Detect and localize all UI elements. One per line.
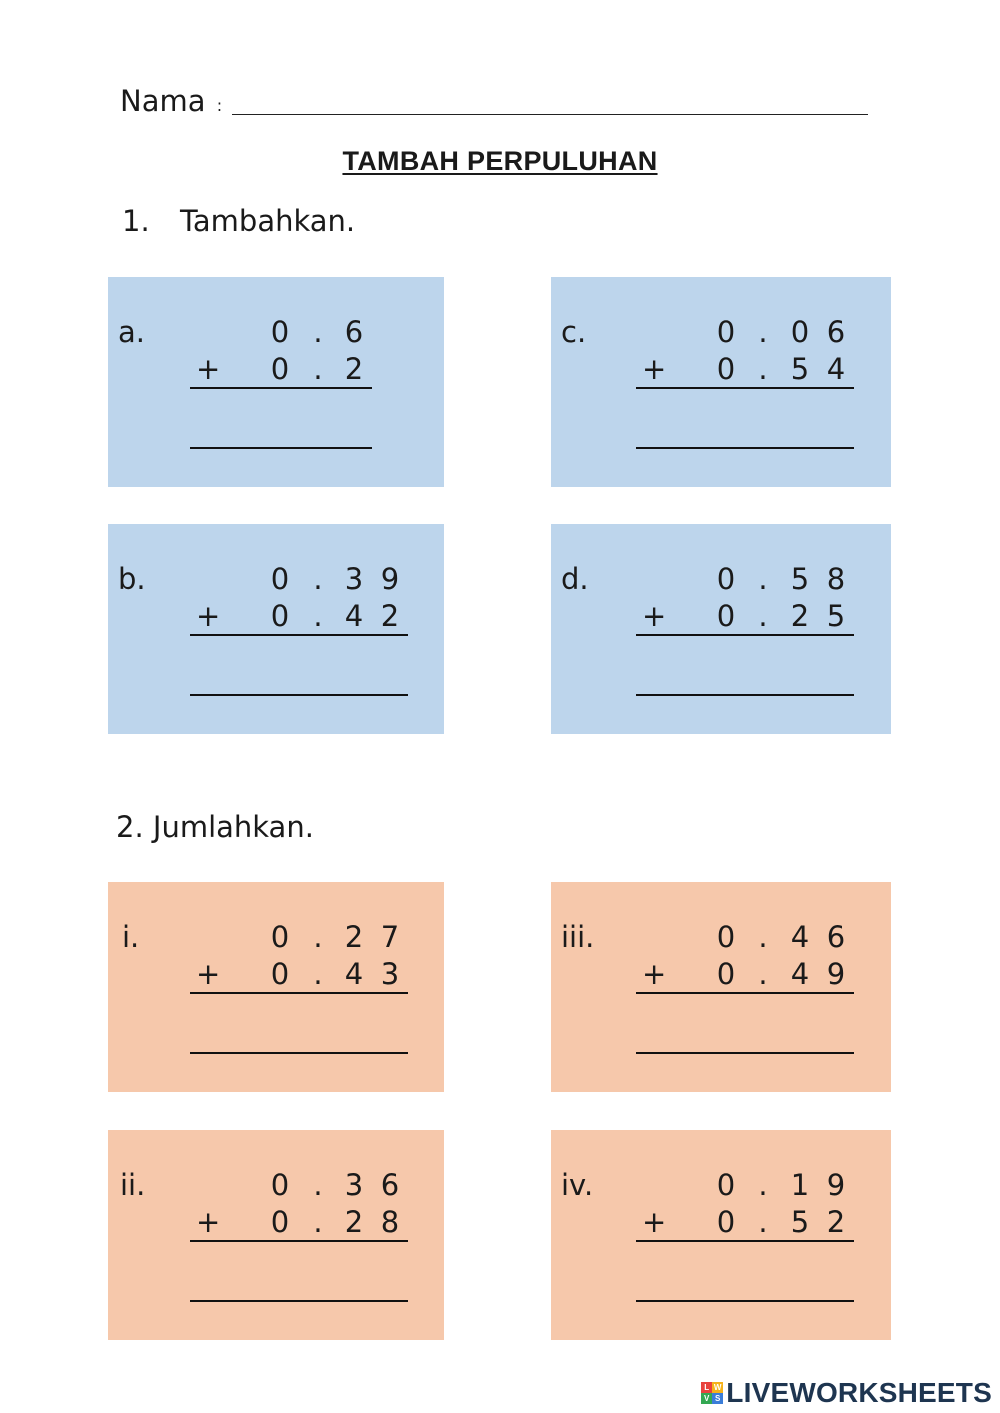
problem-label: iv.	[561, 1168, 594, 1202]
digit: 2	[380, 599, 400, 633]
logo-cell: V	[701, 1393, 712, 1404]
bottom-number	[551, 599, 891, 635]
digit: 0	[270, 315, 290, 349]
digit: 0	[270, 1205, 290, 1239]
digit: 1	[790, 1168, 810, 1202]
liveworksheets-watermark	[701, 1377, 992, 1409]
problem-label: iii.	[561, 920, 595, 954]
decimal-point: .	[758, 599, 768, 633]
digit: 0	[716, 1168, 736, 1202]
section-1-heading	[122, 204, 355, 238]
digit: 2	[344, 920, 364, 954]
name-label	[120, 84, 222, 118]
decimal-point: .	[313, 1168, 323, 1202]
sum-line	[636, 1240, 854, 1242]
answer-line[interactable]	[190, 1052, 408, 1054]
plus-sign: +	[642, 352, 667, 386]
digit: 2	[790, 599, 810, 633]
digit: 4	[790, 920, 810, 954]
digit: 0	[716, 315, 736, 349]
sum-line	[190, 634, 408, 636]
name-colon: :	[216, 96, 223, 115]
bottom-number	[551, 352, 891, 388]
sum-line	[636, 634, 854, 636]
problem-box-ii	[108, 1130, 444, 1340]
top-number	[108, 920, 444, 956]
sum-line	[636, 387, 854, 389]
plus-sign: +	[642, 957, 667, 991]
sum-line	[190, 1240, 408, 1242]
problem-label: i.	[122, 920, 140, 954]
decimal-point: .	[313, 599, 323, 633]
digit: 2	[344, 352, 364, 386]
answer-line[interactable]	[636, 694, 854, 696]
digit: 2	[826, 1205, 846, 1239]
problem-box-iv	[551, 1130, 891, 1340]
digit: 5	[826, 599, 846, 633]
bottom-number	[108, 957, 444, 993]
digit: 9	[826, 957, 846, 991]
digit: 2	[344, 1205, 364, 1239]
digit: 8	[380, 1205, 400, 1239]
decimal-point: .	[313, 957, 323, 991]
problem-box-a	[108, 277, 444, 487]
digit: 5	[790, 352, 810, 386]
digit: 4	[790, 957, 810, 991]
plus-sign: +	[642, 1205, 667, 1239]
decimal-point: .	[313, 352, 323, 386]
digit: 9	[380, 562, 400, 596]
digit: 5	[790, 562, 810, 596]
problem-box-iii	[551, 882, 891, 1092]
section-1-instruction: Tambahkan.	[180, 204, 356, 238]
digit: 4	[344, 957, 364, 991]
digit: 3	[344, 562, 364, 596]
answer-line[interactable]	[636, 1052, 854, 1054]
decimal-point: .	[758, 315, 768, 349]
problem-label: d.	[561, 562, 589, 596]
digit: 3	[380, 957, 400, 991]
digit: 0	[270, 352, 290, 386]
digit: 0	[716, 957, 736, 991]
answer-line[interactable]	[190, 1300, 408, 1302]
digit: 0	[716, 352, 736, 386]
digit: 0	[270, 599, 290, 633]
answer-line[interactable]	[190, 694, 408, 696]
top-number	[551, 1168, 891, 1204]
problem-box-c	[551, 277, 891, 487]
plus-sign: +	[642, 599, 667, 633]
top-number	[551, 562, 891, 598]
logo-cell: W	[713, 1383, 722, 1392]
plus-sign: +	[196, 352, 221, 386]
bottom-number	[108, 599, 444, 635]
decimal-point: .	[758, 1168, 768, 1202]
digit: 0	[270, 562, 290, 596]
brand-text: LIVEWORKSHEETS	[726, 1377, 992, 1408]
digit: 0	[790, 315, 810, 349]
plus-sign: +	[196, 957, 221, 991]
bottom-number	[551, 1205, 891, 1241]
problem-label: a.	[118, 315, 145, 349]
digit: 0	[270, 920, 290, 954]
plus-sign: +	[196, 599, 221, 633]
answer-line[interactable]	[636, 1300, 854, 1302]
digit: 0	[716, 599, 736, 633]
problem-label: c.	[561, 315, 587, 349]
logo-cell: L	[701, 1382, 712, 1393]
decimal-point: .	[758, 352, 768, 386]
answer-line[interactable]	[190, 447, 372, 449]
digit: 8	[826, 562, 846, 596]
digit: 3	[344, 1168, 364, 1202]
page-title: TAMBAH PERPULUHAN	[342, 146, 658, 176]
top-number	[551, 920, 891, 956]
sum-line	[636, 992, 854, 994]
top-number	[108, 1168, 444, 1204]
digit: 0	[270, 957, 290, 991]
liveworksheets-logo-icon	[701, 1382, 723, 1404]
digit: 0	[716, 562, 736, 596]
decimal-point: .	[758, 1205, 768, 1239]
problem-box-i	[108, 882, 444, 1092]
digit: 4	[344, 599, 364, 633]
section-1-number: 1.	[122, 204, 150, 238]
bottom-number	[108, 352, 444, 388]
top-number	[108, 315, 444, 351]
decimal-point: .	[758, 562, 768, 596]
digit: 0	[716, 1205, 736, 1239]
digit: 9	[826, 1168, 846, 1202]
decimal-point: .	[758, 920, 768, 954]
top-number	[108, 562, 444, 598]
digit: 7	[380, 920, 400, 954]
bottom-number	[108, 1205, 444, 1241]
decimal-point: .	[313, 562, 323, 596]
digit: 4	[826, 352, 846, 386]
decimal-point: .	[313, 1205, 323, 1239]
problem-box-d	[551, 524, 891, 734]
sum-line	[190, 387, 372, 389]
digit: 6	[826, 920, 846, 954]
digit: 0	[716, 920, 736, 954]
digit: 5	[790, 1205, 810, 1239]
bottom-number	[551, 957, 891, 993]
sum-line	[190, 992, 408, 994]
problem-label: b.	[118, 562, 146, 596]
digit: 6	[344, 315, 364, 349]
problem-label: ii.	[120, 1168, 146, 1202]
name-label-text: Nama	[120, 84, 206, 118]
section-2-heading: 2. Jumlahkan.	[116, 810, 314, 844]
digit: 6	[380, 1168, 400, 1202]
top-number	[551, 315, 891, 351]
decimal-point: .	[313, 315, 323, 349]
plus-sign: +	[196, 1205, 221, 1239]
digit: 0	[270, 1168, 290, 1202]
logo-cell: S	[712, 1393, 723, 1404]
decimal-point: .	[313, 920, 323, 954]
decimal-point: .	[758, 957, 768, 991]
problem-box-b	[108, 524, 444, 734]
answer-line[interactable]	[636, 447, 854, 449]
name-input-line[interactable]	[232, 114, 868, 115]
digit: 6	[826, 315, 846, 349]
